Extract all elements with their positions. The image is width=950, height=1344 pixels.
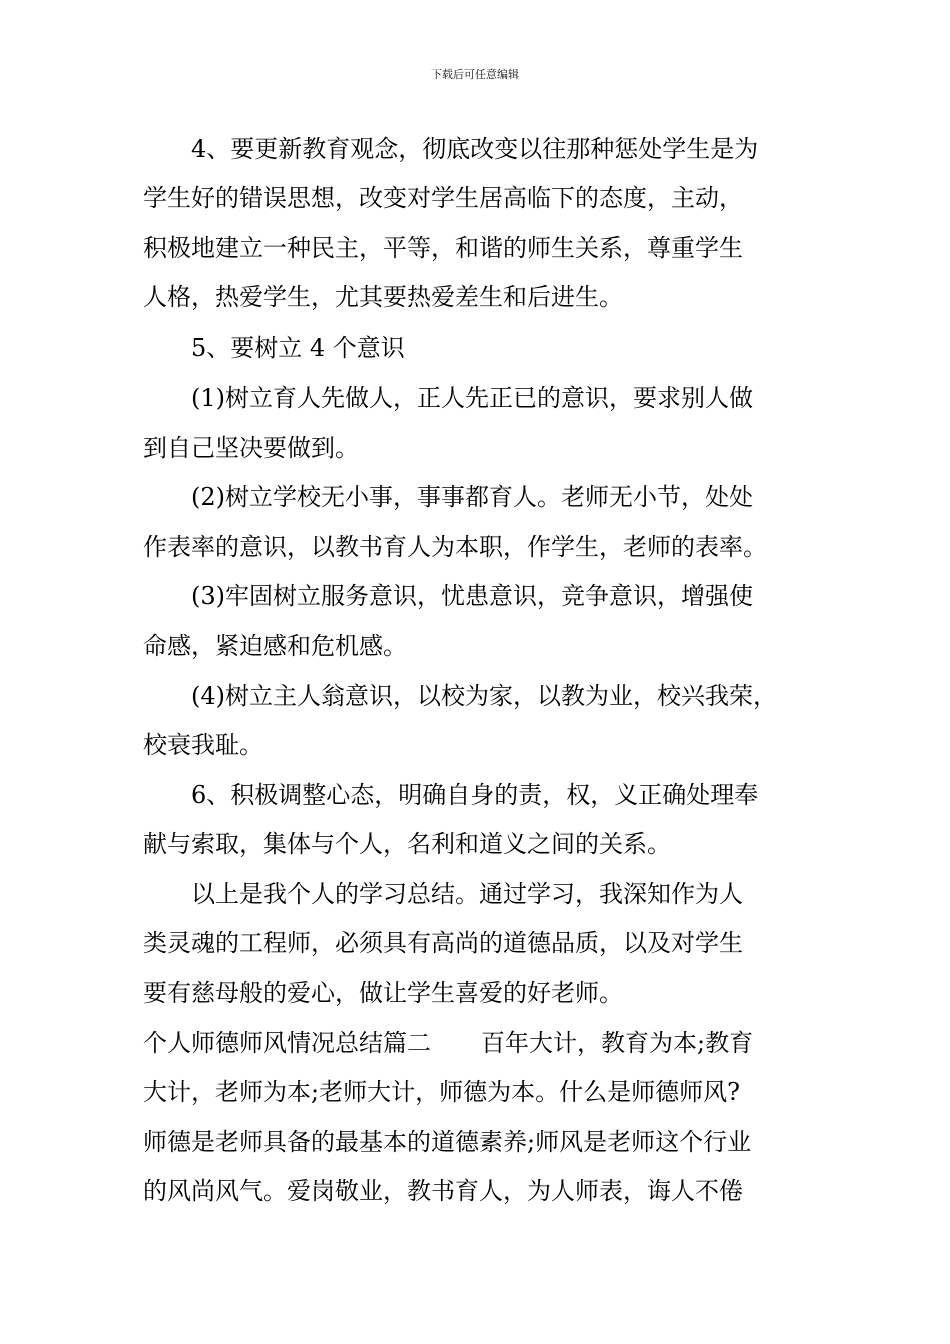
- paragraph-line: (3)牢固树立服务意识，忧患意识，竞争意识，增强使: [191, 582, 753, 610]
- paragraph-line: 人格，热爱学生，尤其要热爱差生和后进生。: [143, 283, 623, 311]
- section-title-line: [143, 1023, 753, 1063]
- section-title: 个人师德师风情况总结篇二: [143, 1029, 431, 1057]
- section-first-line: 百年大计，教育为本;教育: [481, 1029, 754, 1057]
- paragraph-line: 师德是老师具备的最基本的道德素养;师风是老师这个行业: [143, 1128, 752, 1156]
- paragraph-line: 命感，紧迫感和危机感。: [143, 632, 407, 660]
- paragraph-line: (4)树立主人翁意识，以校为家，以教为业，校兴我荣，: [191, 682, 777, 710]
- paragraph-line: 作表率的意识，以教书育人为本职，作学生，老师的表率。: [143, 533, 767, 561]
- paragraph-line: 的风尚风气。爱岗敬业，教书育人，为人师表，诲人不倦: [143, 1177, 743, 1205]
- paragraph-line: 4、要更新教育观念，彻底改变以往那种惩处学生是为: [191, 135, 759, 163]
- paragraph-line: 以上是我个人的学习总结。通过学习，我深知作为人: [191, 880, 743, 908]
- paragraph-line: 校衰我耻。: [143, 731, 263, 759]
- paragraph-line: 6、积极调整心态，明确自身的责，权，义正确处理奉: [191, 781, 759, 809]
- page-header: 下载后可任意编辑: [431, 68, 519, 81]
- paragraph-line: (1)树立育人先做人，正人先正已的意识，要求别人做: [191, 384, 753, 412]
- paragraph-line: 积极地建立一种民主，平等，和谐的师生关系，尊重学生: [143, 234, 743, 262]
- paragraph-line: 类灵魂的工程师，必须具有高尚的道德品质，以及对学生: [143, 929, 743, 957]
- paragraph-line: 5、要树立 4 个意识: [191, 334, 405, 362]
- paragraph-line: 学生好的错误思想，改变对学生居高临下的态度，主动，: [143, 184, 743, 212]
- paragraph-line: (2)树立学校无小事，事事都育人。老师无小节，处处: [191, 483, 753, 511]
- paragraph-line: 到自己坚决要做到。: [143, 434, 359, 462]
- paragraph-line: 献与索取，集体与个人，名利和道义之间的关系。: [143, 830, 671, 858]
- paragraph-line: 大计，老师为本;老师大计，师德为本。什么是师德师风?: [143, 1078, 740, 1106]
- paragraph-line: 要有慈母般的爱心，做让学生喜爱的好老师。: [143, 979, 623, 1007]
